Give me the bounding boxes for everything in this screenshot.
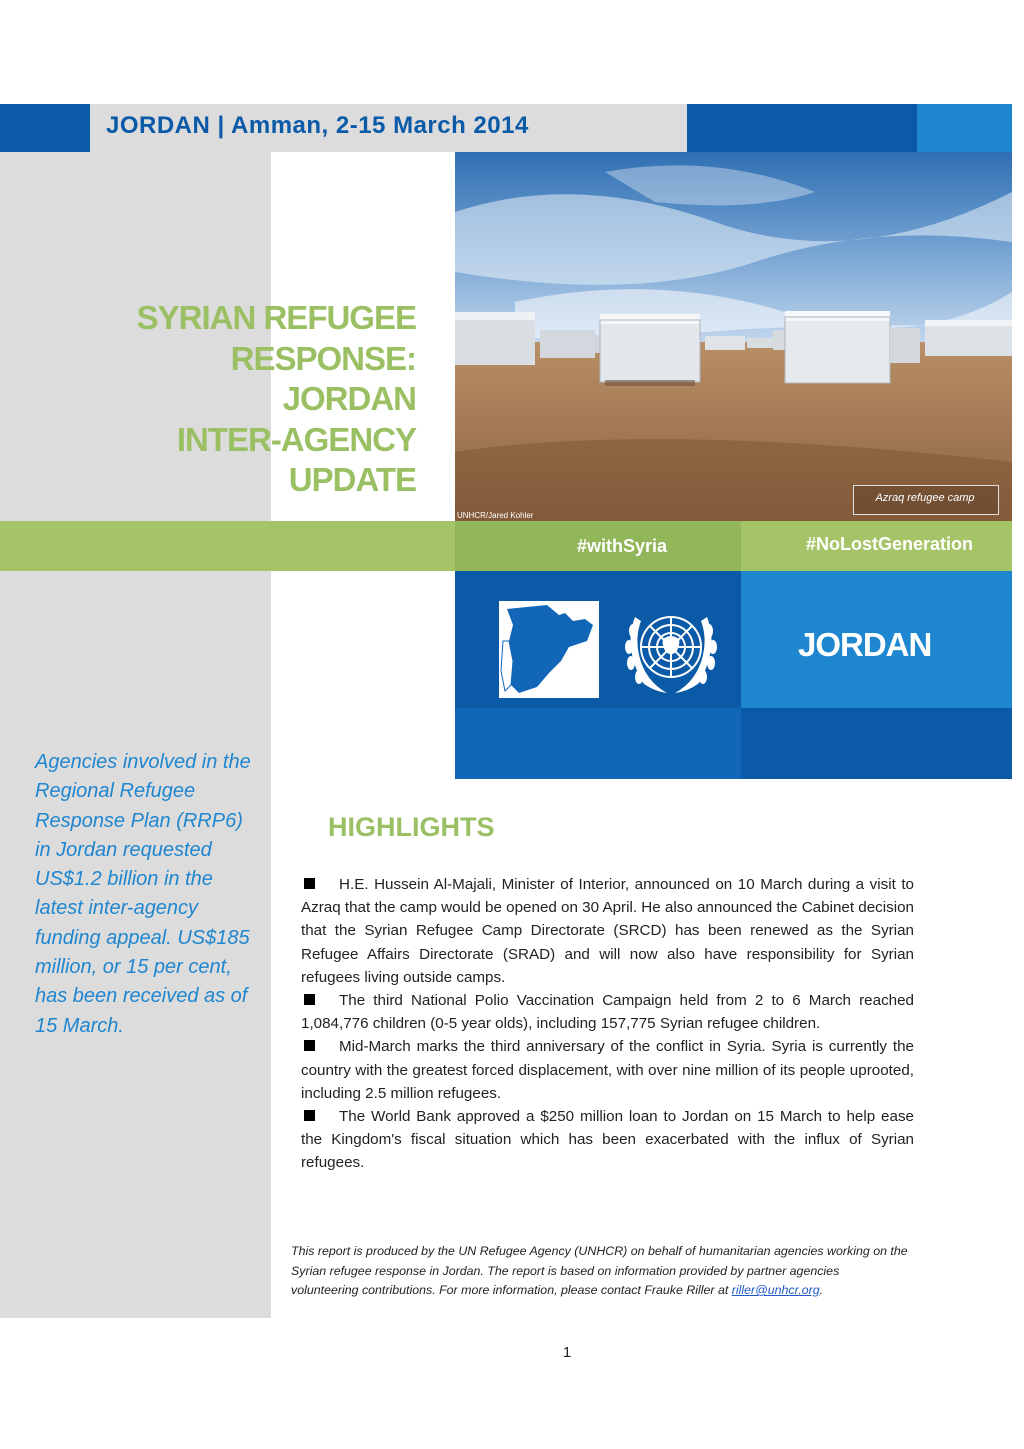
highlight-text: The World Bank approved a $250 million loan to Jordan on 15 March to help ease the Kingdom's fiscal situation which has been exacerbated with the influx of Syrian refugees.	[301, 1108, 914, 1172]
title-line: RESPONSE:	[230, 339, 416, 377]
footnote-period: .	[819, 1283, 824, 1297]
square-bullet-icon	[304, 994, 315, 1005]
report-title	[60, 298, 416, 501]
title-line: INTER-AGENCY	[176, 420, 416, 458]
camp-photo	[455, 152, 1012, 521]
header-place-date: Amman, 2-15 March 2014	[231, 112, 529, 139]
header-light-blue-block	[917, 104, 1012, 152]
un-emblem-icon	[615, 597, 727, 703]
panel-bottom-left	[455, 708, 741, 779]
highlight-item	[301, 1035, 914, 1105]
title-line: UPDATE	[288, 461, 416, 498]
highlight-text: Mid-March marks the third anniversary of the conflict in Syria. Syria is currently the country with the greatest forced displacement, with over nine million of its people uprooted, including 2.5 million refugees.	[301, 1038, 914, 1102]
highlight-item	[301, 989, 914, 1035]
highlight-item	[301, 1105, 914, 1175]
header-separator: |	[217, 112, 225, 139]
photo-credit: UNHCR/Jared Kohler	[457, 511, 534, 520]
report-footnote	[291, 1242, 909, 1301]
square-bullet-icon	[304, 878, 315, 889]
header-title	[106, 112, 529, 140]
highlights-list	[301, 873, 914, 1175]
photo-caption: Azraq refugee camp	[875, 492, 975, 504]
footnote-text: This report is produced by the UN Refugee Agency (UNHCR) on behalf of humanitarian agencies working on the Syrian refugee response in Jordan. The report is based on information provided by partner agencies volunteering contributions. For more information, please contact Frauke Riller at	[291, 1244, 908, 1297]
highlights-title: HIGHLIGHTS	[328, 812, 495, 842]
hashtag-withsyria: #withSyria	[577, 536, 668, 556]
highlight-text: H.E. Hussein Al-Majali, Minister of Interior, announced on 10 March during a visit to Azraq that the camp would be opened on 30 April. He also announced the Cabinet decision that the Syrian Refugee Camp Directorate (SRCD) has been renewed as the Syrian Refugee Affairs Directorate (SRAD) and will now also have responsibility for Syrian refugees living outside camps.	[301, 876, 914, 986]
header-left-block	[0, 104, 90, 152]
hashtag-nolostgeneration: #NoLostGeneration	[806, 534, 974, 554]
country-name: JORDAN	[798, 626, 932, 663]
contact-email-link[interactable]: riller@unhcr.org	[731, 1283, 820, 1297]
square-bullet-icon	[304, 1110, 315, 1121]
square-bullet-icon	[304, 1040, 315, 1051]
jordan-map-icon	[499, 601, 599, 698]
title-line: JORDAN	[282, 380, 416, 417]
funding-note: Agencies involved in the Regional Refugee Response Plan (RRP6) in Jordan requested US$1.2 billion in the latest inter-agency funding appeal. US$185 million, or 15 per cent, has been received as of 15 March.	[35, 751, 251, 1037]
page-number: 1	[562, 1344, 572, 1361]
title-line: SYRIAN REFUGEE	[136, 299, 416, 336]
highlight-item	[301, 873, 914, 989]
highlight-text: The third National Polio Vaccination Campaign held from 2 to 6 March reached 1,084,776 children (0-5 year olds), including 157,775 Syrian refugee children.	[301, 992, 914, 1033]
header-blue-block	[687, 104, 917, 152]
header-country: JORDAN	[106, 112, 211, 139]
panel-bottom-right	[741, 708, 1012, 779]
